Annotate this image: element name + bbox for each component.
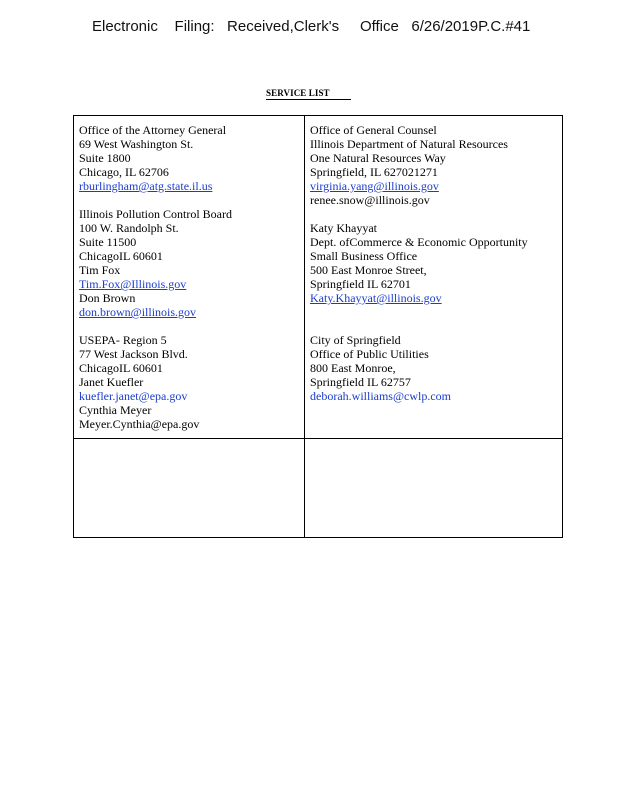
contact-line: Springfield IL 62701 [310,277,411,291]
contact-block [310,333,557,403]
service-list-table [73,115,563,538]
contact-line: Illinois Pollution Control Board [79,207,233,221]
email-text: deborah.williams@cwlp.com [310,389,452,403]
contact-line: ChicagoIL 60601 [79,249,163,263]
contact-line [310,305,557,319]
contact-line: Suite 1800 [79,151,131,165]
contact-line: Dept. ofCommerce & Economic Opportunity [310,235,528,249]
contact-line: Meyer.Cynthia@epa.gov [79,417,200,431]
contact-line: Office of the Attorney General [79,123,227,137]
right-column-cell [305,116,563,439]
email-link[interactable]: rburlingham@atg.state.il.us [79,179,213,193]
contact-line: 69 West Washington St. [79,137,194,151]
empty-cell-right [305,439,563,538]
contact-line: 77 West Jackson Blvd. [79,347,188,361]
contact-line: Tim Fox [79,263,121,277]
contact-line: Office of General Counsel [310,123,437,137]
contact-block [79,333,299,431]
filing-header: Electronic Filing: Received,Clerk's Office 6/26/2019P.C.#41 [92,18,531,35]
contact-line: Katy Khayyat [310,221,377,235]
contact-block [79,123,299,193]
contact-line: renee.snow@illinois.gov [310,193,430,207]
contact-line: Small Business Office [310,249,418,263]
empty-table-row [74,439,563,538]
contact-line: City of Springfield [310,333,401,347]
email-link[interactable]: don.brown@illinois.gov [79,305,197,319]
contact-line: Illinois Department of Natural Resources [310,137,508,151]
contact-line: Springfield IL 62757 [310,375,411,389]
email-text: kuefler.janet@epa.gov [79,389,188,403]
contact-line: 800 East Monroe, [310,361,396,375]
contact-line: Suite 11500 [79,235,137,249]
contact-block [310,221,557,319]
contact-line: Janet Kuefler [79,375,144,389]
contact-line: One Natural Resources Way [310,151,446,165]
contact-line: ChicagoIL 60601 [79,361,163,375]
left-column-cell [74,116,305,439]
contact-line: Don Brown [79,291,136,305]
contact-line: Cynthia Meyer [79,403,152,417]
contact-line: 500 East Monroe Street, [310,263,427,277]
contact-line: Chicago, IL 62706 [79,165,169,179]
contact-line: Springfield, IL 627021271 [310,165,438,179]
contact-line: Office of Public Utilities [310,347,429,361]
contact-block [79,207,299,319]
email-link[interactable]: Katy.Khayyat@illinois.gov [310,291,442,305]
title-underline [266,99,351,100]
service-list-title: SERVICE LIST [266,88,330,98]
table-row [74,116,563,439]
empty-cell-left [74,439,305,538]
contact-line: USEPA- Region 5 [79,333,167,347]
contact-block [310,123,557,207]
email-link[interactable]: virginia.yang@illinois.gov [310,179,439,193]
contact-line: 100 W. Randolph St. [79,221,179,235]
email-link[interactable]: Tim.Fox@Illinois.gov [79,277,187,291]
